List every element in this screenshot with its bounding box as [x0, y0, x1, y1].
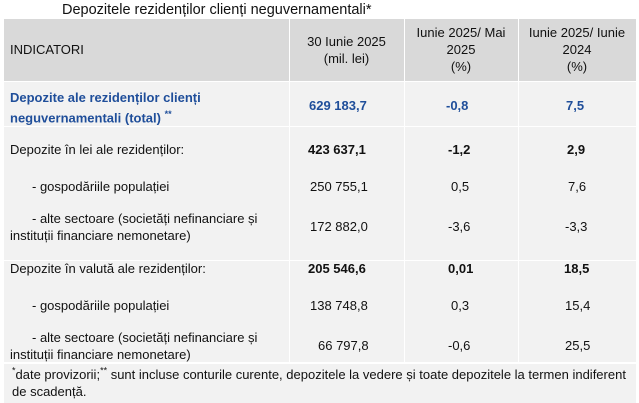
- table-cell: 15,4: [565, 298, 591, 313]
- table-row-label: - alte sectoare (societăți nefinanciare și instituții financiare nemonetare): [10, 211, 258, 243]
- table-cell: 138 748,8: [310, 298, 368, 313]
- table-cell: 18,5: [564, 261, 590, 276]
- footnote: *date provizorii;** sunt incluse conturile curente, depozitele la vedere și toate depozitele la termen indiferent de scadență.: [4, 364, 636, 403]
- header-col-value: 30 Iunie 2025 (mil. lei): [307, 34, 386, 66]
- table-cell: 0,01: [448, 261, 474, 276]
- table-cell: -0,6: [448, 338, 471, 353]
- table-cell: 2,9: [567, 142, 586, 157]
- table-cell: 629 183,7: [309, 98, 367, 113]
- header-indicatori: INDICATORI: [10, 42, 84, 57]
- table-cell: 423 637,1: [308, 142, 366, 157]
- table-row-label: Depozite în valută ale rezidenților:: [10, 261, 206, 276]
- document-title: Depozitele rezidenților clienți neguvernamentali*: [62, 2, 372, 18]
- table-row-label: Depozite în lei ale rezidenților:: [10, 142, 185, 157]
- table-row-label: Depozite ale rezidenților clienți neguvernamentali (total) **: [10, 90, 201, 126]
- table-cell: 205 546,6: [308, 261, 366, 276]
- table-cell: 25,5: [565, 338, 591, 353]
- table-cell: 7,6: [568, 179, 587, 194]
- table-row-label: - alte sectoare (societăți nefinanciare și instituții financiare nemonetare): [10, 330, 258, 362]
- table-cell: -1,2: [448, 142, 471, 157]
- table-cell: 172 882,0: [310, 219, 368, 234]
- table-cell: 0,5: [451, 179, 470, 194]
- table-cell: 66 797,8: [318, 338, 369, 353]
- header-col-annual: Iunie 2025/ Iunie 2024 (%): [528, 25, 626, 74]
- table-cell: 0,3: [451, 298, 470, 313]
- table-row-label: - gospodăriile populației: [32, 179, 170, 194]
- deposits-table: [4, 19, 636, 362]
- table-cell: -3,6: [448, 219, 471, 234]
- table-cell: 250 755,1: [310, 179, 368, 194]
- table-cell: -3,3: [565, 219, 588, 234]
- table-cell: 7,5: [566, 98, 585, 113]
- table-cell: -0,8: [446, 98, 469, 113]
- table-row-label: - gospodăriile populației: [32, 298, 170, 313]
- header-col-monthly: Iunie 2025/ Mai 2025 (%): [416, 25, 506, 74]
